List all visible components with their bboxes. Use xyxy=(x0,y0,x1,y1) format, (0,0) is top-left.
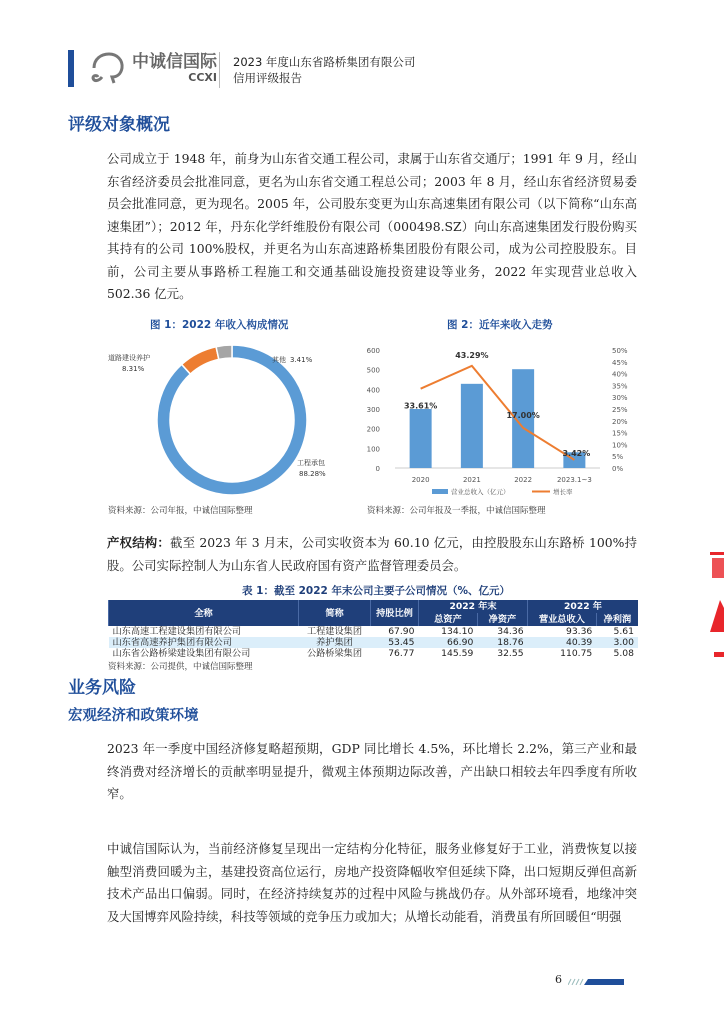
x-tick-label: 2023.1~3 xyxy=(556,476,592,484)
macro-paragraph-1: 2023 年一季度中国经济修复略超预期，GDP 同比增长 4.5%，环比增长 2.2%，第三产业和最终消费对经济增长的贡献率明显提升，微观主体预期边际改善，产出缺口相较去年四季度有所收窄。 xyxy=(107,741,637,801)
donut-slice-0 xyxy=(157,345,307,495)
growth-rate-line xyxy=(421,366,575,460)
slice-label-other: 其他 xyxy=(272,356,286,364)
page-number: 6 xyxy=(555,973,562,986)
donut-slice-1 xyxy=(182,347,219,374)
table-cell: 76.77 xyxy=(388,648,415,659)
x-tick-label: 2020 xyxy=(411,476,430,484)
table-cell: 34.36 xyxy=(497,626,524,637)
table-cell: 32.55 xyxy=(497,648,524,659)
ownership-paragraph xyxy=(107,532,637,577)
table-cell: 67.90 xyxy=(388,626,415,637)
table-cell: 145.59 xyxy=(441,648,474,659)
logo-text-cn: 中诚信国际 xyxy=(132,51,217,72)
y-tick-label: 0 xyxy=(375,465,380,473)
table-cell: 5.08 xyxy=(613,648,634,659)
table-cell: 5.61 xyxy=(613,626,634,637)
table-cell: 养护集团 xyxy=(299,637,371,648)
y2-tick-label: 25% xyxy=(612,406,628,414)
col-short: 简称 xyxy=(299,600,371,626)
growth-data-label: 43.29% xyxy=(455,350,489,360)
table-cell: 3.00 xyxy=(596,637,638,648)
col-revenue: 营业总收入 xyxy=(528,613,597,626)
legend-label-revenue: 营业总收入（亿元） xyxy=(451,488,510,496)
slice-label-engineering: 工程承包 xyxy=(297,459,325,467)
col-name: 全称 xyxy=(109,600,299,626)
table-source: 资料来源：公司提供，中诚信国际整理 xyxy=(108,662,253,672)
y-tick-label: 600 xyxy=(366,347,380,355)
chart1-title: 图 1：2022 年收入构成情况 xyxy=(150,319,289,331)
overview-paragraph: 公司成立于 1948 年，前身为山东省交通工程公司，隶属于山东省交通厅；1991 年 9 月，经山东省经济委员会批准同意，更名为山东省交通工程总公司；2003 年 8 月，经山东省经济贸易委员会批准同意，更为现名。2005 年，公司股东变更为山东高速集团有限公司（以下简称“山东高速集团”）；2012 年，丹东化学纤维股份有限公司（000498.SZ）向山东高速集团发行股份购买其持有的公司 100%股权，并更名为山东高速路桥集团股份有限公司，成为公司控股股东。目前，公司主要从事路桥工程施工和交通基础设施投资建设等业务，2022 年实现营业总收入 502.36 亿元。 xyxy=(107,151,637,301)
ownership-text: 截至 2023 年 3 月末，公司实收资本为 60.10 亿元，由控股股东山东路桥 100%持股。公司实际控制人为山东省人民政府国有资产监督管理委员会。 xyxy=(107,535,638,573)
y2-tick-label: 45% xyxy=(612,358,628,367)
y2-tick-label: 40% xyxy=(612,370,628,379)
y-tick-label: 100 xyxy=(366,445,380,454)
growth-data-label: 17.00% xyxy=(506,410,540,420)
revenue-trend-chart xyxy=(360,340,640,500)
section-heading-business-risk: 业务风险 xyxy=(68,678,136,698)
table-cell: 110.75 xyxy=(560,648,593,659)
elephant-logo-icon xyxy=(88,50,128,86)
table-cell: 山东省高速养护集团有限公司 xyxy=(109,637,299,648)
y-tick-label: 300 xyxy=(366,406,380,414)
logo-text-en: CCXI xyxy=(188,70,217,84)
slice-value-roads: 8.31% xyxy=(122,365,145,373)
legend-label-growth: 增长率 xyxy=(553,488,573,496)
header-divider xyxy=(219,52,220,88)
ccxi-logo xyxy=(88,48,217,88)
table-cell: 山东高速工程建设集团有限公司 xyxy=(112,626,242,637)
red-stamp-fragment xyxy=(710,552,724,660)
table-cell: 公路桥梁集团 xyxy=(306,648,363,659)
report-title-line2: 信用评级报告 xyxy=(233,71,302,85)
y2-tick-label: 5% xyxy=(612,453,624,462)
slice-label-other-group xyxy=(272,355,313,364)
table-cell: 134.10 xyxy=(441,626,474,637)
chart2-title: 图 2：近年来收入走势 xyxy=(447,319,553,331)
col-share: 持股比例 xyxy=(371,600,419,626)
y-tick-label: 200 xyxy=(366,425,380,434)
col-group-2022: 2022 年 xyxy=(528,600,638,613)
table-cell: 山东省公路桥梁建设集团有限公司 xyxy=(112,648,251,659)
y2-tick-label: 35% xyxy=(612,382,628,391)
subsidiaries-table xyxy=(108,600,638,659)
table-cell: 18.76 xyxy=(477,637,527,648)
growth-data-label: 3.42% xyxy=(562,448,591,458)
y2-tick-label: 10% xyxy=(612,441,628,450)
table-cell: 工程建设集团 xyxy=(306,626,363,637)
table-cell: 93.36 xyxy=(565,626,593,637)
slice-label-roads: 道路建设养护 xyxy=(108,354,150,362)
x-tick-label: 2021 xyxy=(462,476,481,484)
report-title xyxy=(233,54,415,86)
table-cell: 66.90 xyxy=(419,637,478,648)
donut-chart xyxy=(100,335,360,500)
y-tick-label: 500 xyxy=(366,366,380,375)
table-title: 表 1：截至 2022 年末公司主要子公司情况（%、亿元） xyxy=(242,585,511,597)
subsection-heading: 宏观经济和政策环境 xyxy=(68,708,199,724)
col-assets: 总资产 xyxy=(419,613,478,626)
revenue-bar xyxy=(461,384,483,468)
x-tick-label: 2022 xyxy=(514,476,533,484)
slice-value-engineering: 88.28% xyxy=(299,470,326,478)
col-net-assets: 净资产 xyxy=(477,613,527,626)
report-title-line1: 2023 年度山东省路桥集团有限公司 xyxy=(233,55,416,69)
y2-tick-label: 50% xyxy=(612,347,628,355)
chart2-source: 资料来源：公司年报及一季报，中诚信国际整理 xyxy=(367,506,546,516)
legend-swatch-revenue xyxy=(432,489,448,494)
col-group-2022-end: 2022 年末 xyxy=(419,600,528,613)
table-row xyxy=(109,637,639,648)
growth-data-label: 33.61% xyxy=(403,401,438,411)
ownership-label: 产权结构： xyxy=(107,535,171,550)
table-cell: 40.39 xyxy=(528,637,597,648)
table-row xyxy=(109,626,639,637)
y2-tick-label: 30% xyxy=(612,394,628,403)
table-cell: 53.45 xyxy=(371,637,419,648)
table-row xyxy=(109,648,639,659)
y2-tick-label: 15% xyxy=(612,429,628,438)
y2-tick-label: 20% xyxy=(612,417,628,426)
y2-tick-label: 0% xyxy=(612,465,624,473)
page-footer-bar xyxy=(568,977,624,985)
donut-slice-2 xyxy=(216,345,232,359)
revenue-bar xyxy=(410,409,432,468)
chart1-source: 资料来源：公司年报，中诚信国际整理 xyxy=(108,506,253,516)
y-tick-label: 400 xyxy=(366,386,380,395)
section-heading: 评级对象概况 xyxy=(68,115,170,135)
slice-value-other: 3.41% xyxy=(290,356,313,364)
col-profit: 净利润 xyxy=(596,613,638,626)
macro-paragraph-2: 中诚信国际认为，当前经济修复呈现出一定结构分化特征，服务业修复好于工业，消费恢复以接触型消费回暖为主，基建投资高位运行，房地产投资降幅收窄但延续下降，出口短期反弹但高新技术产品出口偏弱。同时，在经济持续复苏的过程中风险与挑战仍存。从外部环境看，地缘冲突及大国博弈风险持续，科技等领域的竞争压力或加大；从增长动能看，消费虽有所回暖但“明强 xyxy=(107,841,637,924)
header-accent-bar xyxy=(68,50,74,87)
